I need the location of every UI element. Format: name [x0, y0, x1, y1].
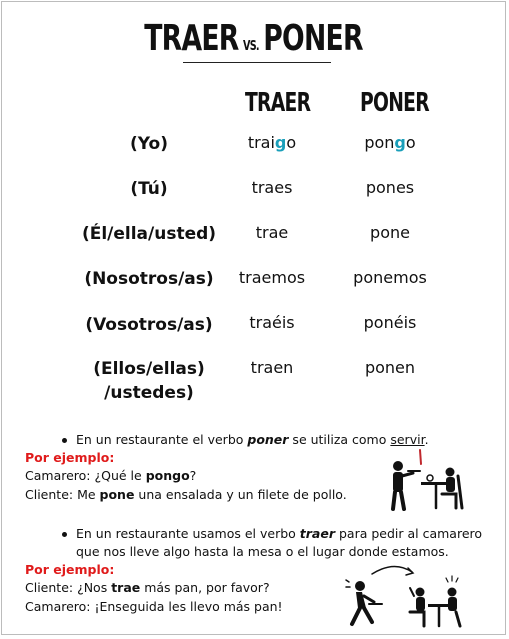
note1-example-line2	[25, 487, 347, 502]
bullet-dot	[62, 438, 67, 443]
note2-line1-post: más pan, por favor?	[140, 580, 270, 595]
note2-verb: traer	[299, 526, 335, 541]
title-right: PONER	[263, 18, 363, 59]
note1-line2-bold: pone	[99, 487, 135, 502]
note1-example-line1	[25, 468, 196, 483]
poner-nosotros: ponemos	[353, 268, 427, 287]
pronoun-vosotros: (Vosotros/as)	[85, 315, 213, 335]
note2-line1-bold: trae	[111, 580, 141, 595]
waiter-running-to-table-icon	[344, 562, 462, 630]
poner-vosotros: ponéis	[363, 313, 417, 332]
note1-line1-bold: pongo	[145, 468, 190, 483]
note2-text	[76, 525, 482, 542]
title-vs: VS.	[243, 39, 259, 54]
traer-yo-stem: trai	[247, 133, 275, 152]
title-underline	[183, 62, 331, 63]
page-title	[67, 18, 439, 59]
note1-end: .	[424, 432, 429, 447]
traer-nosotros: traemos	[238, 268, 306, 287]
note2-example-line2: Camarero: ¡Enseguida les llevo más pan!	[25, 599, 283, 614]
poner-el: pone	[370, 223, 410, 242]
note1-mid: se utiliza como	[288, 432, 391, 447]
note1-pre: En un restaurante el verbo	[76, 432, 248, 447]
pronoun-yo: (Yo)	[130, 134, 168, 154]
traer-el: trae	[255, 223, 289, 242]
pronoun-ellos-line1: (Ellos/ellas)	[93, 359, 205, 379]
note2-example-line1	[25, 580, 270, 595]
note1-line2-post: una ensalada y un filete de pollo.	[134, 487, 347, 502]
note1-line2-pre: Cliente: Me	[25, 487, 100, 502]
pronoun-ellos	[74, 357, 224, 405]
note1-line1-pre: Camarero: ¿Qué le	[25, 468, 146, 483]
poner-yo-stem: pon	[364, 133, 395, 152]
traer-vosotros: traéis	[249, 313, 295, 332]
poner-tu: pones	[365, 178, 415, 197]
title-left: TRAER	[144, 18, 239, 59]
note2-post: para pedir al camarero	[335, 526, 483, 541]
column-header-poner: PONER	[360, 88, 429, 118]
poner-yo	[335, 133, 445, 152]
pronoun-tu: (Tú)	[130, 179, 168, 199]
traer-yo-irregular-letter: g	[274, 133, 287, 152]
waiter-serving-diners-icon	[380, 446, 464, 512]
poner-ellos: ponen	[364, 358, 416, 377]
traer-ellos: traen	[250, 358, 294, 377]
note2-pre: En un restaurante usamos el verbo	[76, 526, 300, 541]
column-header-traer: TRAER	[245, 88, 311, 118]
poner-yo-ending: o	[405, 133, 416, 152]
note1-example-label: Por ejemplo:	[25, 450, 115, 465]
note2-line2: que nos lleve algo hasta la mesa o el lugar donde estamos.	[76, 544, 449, 559]
pronoun-ellos-line2: /ustedes)	[104, 383, 194, 403]
note1-verb: poner	[247, 432, 289, 447]
poner-yo-irregular-letter: g	[394, 133, 406, 152]
traer-tu: traes	[251, 178, 293, 197]
note1-line1-post: ?	[189, 468, 197, 483]
note2-example-label: Por ejemplo:	[25, 562, 115, 577]
note2-line1-pre: Cliente: ¿Nos	[25, 580, 112, 595]
traer-yo-ending: o	[286, 133, 297, 152]
pronoun-el-ella-usted: (Él/ella/usted)	[81, 224, 217, 244]
bullet-dot	[62, 532, 67, 537]
worksheet-page	[1, 1, 506, 635]
note1-underlined: servir	[390, 432, 425, 447]
traer-yo	[217, 133, 327, 152]
note1-text	[76, 431, 429, 448]
pronoun-nosotros: (Nosotros/as)	[84, 269, 214, 289]
